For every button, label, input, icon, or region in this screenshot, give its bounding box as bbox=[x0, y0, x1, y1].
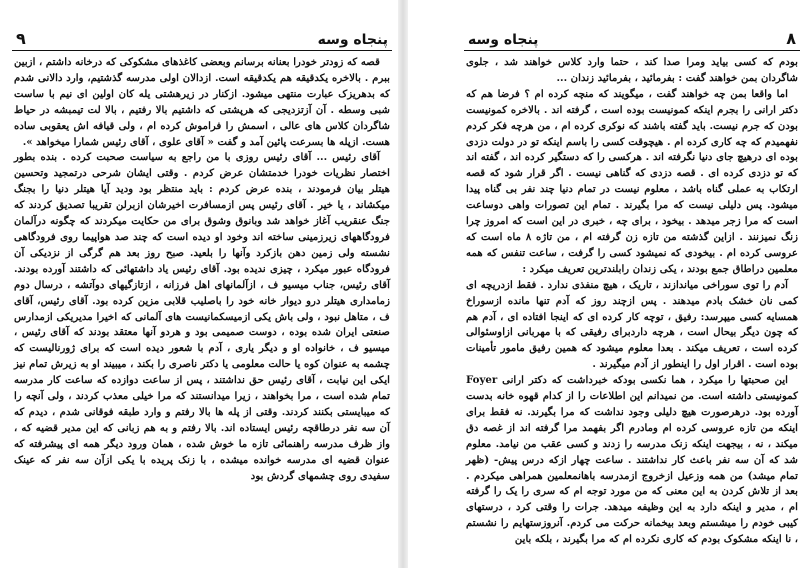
right-page-number: ۸ bbox=[786, 29, 796, 48]
book-gutter bbox=[398, 0, 408, 568]
right-paragraph: این صحبتها را میکرد ، هما نکسی بودکه خبرداشت که دکتر ارانی Foyer کمونیستی داشته است. من نمیدانم این اطلاعات را از کدام قهوه خانه بدست آورده بود. درهرصورت هیچ دلیلی وجود نداشت که مرا بگیرند. نه فقط برای اینکه من تازه عروسی کرده ام ومادرم اگر بفهمد مرا گرفته اند از غصه دق میکند ، نه ، بیجهت اینکه زنک مدرسه را زدند و کسی عقب من نیامد. معلوم شد که آن سه نفر باعث کار نداشتند . ساعت چهار ازکه درس پیش- (ظهر تمام میشد) من همه وزعیل ازخروج ازمدرسه باهانمعلمین همراهی میکردم . بعد از تلاش کردن به این معنی که من مورد توجه ام که سری را یک را گرفته ام ، مدیر و اینکه دارد به این وظیفه میدهد. جرات را وقتی کرد ، درستهای کیبی خودم را میشستم وبعد بیخمانه حرکت می کردم. آنروزستهایم را نشستم ، نا اینکه مشکوک بودم که کاری نکرده ام که مرا بگیرند ، بلکه باین bbox=[466, 374, 798, 546]
right-paragraph: اما واقعا بمن چه خواهند گفت ، میگویند که منچه کرده ام ؟ فرضا هم که دکتر ارانی را بجرم اینکه کمونیست بوده است ، گرفته اند . بالاخره کمونیست بودن که جرم نیست. باید گفته باشند که نوکری کرده ام ، من هرچه فکر کردم نفهمیدم که چه کاری کرده ام . هیچوقت کسی را باسم اینکه تو در دولت دزدی بوده ای درهیچ جای دنیا نگرفته اند . هرکسی را که دستگیر کرده اند ، گفته اند که تو دزدی کرده ای . قصه دزدی که گناهی نیست . اگر قرار شود که قصه ارتکاب به عملی گناه باشد ، معلوم نیست در تمام دنیا چند نفر بی گناه پیدا میشود. پس دلیلی نیست که مرا بگیرند . تمام این تصورات واهی دوساعت است که مرا زجر میدهد . بیخود ، برای چه ، خبری در این است که امروز چرا زنگ نمیزنند . ازاین گذشته من تازه زن گرفته ام ، من تاژه ۸ ماه است که عروسی کرده ام . بیخودی که نمیشود کسی را گرفت ، ساعت تنفس که همه معلمین دراطاق جمع بودند ، یکی زندان رابلندترین تعریف میکرد : bbox=[466, 87, 798, 275]
right-page-body bbox=[464, 51, 800, 548]
left-paragraph: قصه که زودتر خودرا بعنانه برسانم وبعضی کاغذهای مشکوکی که درخانه داشتم ، ازبین ببرم . بالاخره یکدقیقه هم یکدقیقه است. ازدالان اولی مدرسه گذشتیم، وارد دالانی شدم که بدهریزک عبارت منتهی میشود. ازکنار در زیرهشتی یله کان اولین ای نیم با ساست شبی وسطه . آن آزتزدیجی که هرپشتی که داشتیم بالا رفتیم ، بالا لت تیمبشه در حیاط شاگردان کلاس های عالی ، اسمش را فراموش کرده ام ، ولی قیافه اش یعقوبی ساده هست. ازپله ها بسرعت پائین آمد و گفت « آقای علوی ، آقای رئیس شمارا میخواهد ». bbox=[14, 56, 390, 148]
left-page-header bbox=[12, 26, 392, 51]
right-paragraph: آدم را توی سوراخی میاندازند ، تاریک ، هیچ منفذی ندارد . فقط ازدریچه ای کمی نان خشک بادم میدهند . پس ازچند روز که آدم تنها مانده ازسوراخ همسایه کسی میپرسد: رفیق ، توچه کار کرده ای که اینجا افتاده ای ، آدم هم که چون دیگر بیحال است ، هرچه داردبرای رفیقی که با مهربانی ازاوسئوالی کرده است ، تعریف میکند . بعدا معلوم میشود که همین رفیق مامور تأمینات بوده است . اقرار اول را اینطور از آدم میگیرند . bbox=[466, 278, 798, 371]
left-page-body bbox=[12, 51, 392, 484]
right-page bbox=[408, 0, 810, 568]
left-page-number: ۹ bbox=[16, 29, 26, 48]
right-page-header bbox=[464, 26, 800, 51]
left-page bbox=[0, 0, 398, 568]
left-paragraph: آقای رئیس ... آقای رئیس روزی با من راجع به سیاست صحبت کرده . بنده بطور اختصار نظریات خودرا خدمتشان عرض کردم . وقتی ایشان شرحی درتمجید وتحسین هیتلر بیان فرمودند ، بنده عرض کردم : باید منتظر بود ودید آیا هیتلر دنیا را بجنگ میکشاند ، یا خیر . آقای رئیس پس ازمسافرت اخیرشان ازبرلن تقریبا تصدیق کردند که جنگ عنقریب آغاز خواهد شد وبانوق وشوق برای من حکایت میکردند که چگونه درآلمان فرودگاههای زیرزمینی ساخته اند وخود او دیده است که چند صد هواپیما روی فرودگاهی نشسته ولی زمین دهن بازکرد وآنها را بلعید. صبح روز بعد هم گرگی از نزدیکی آن فرودگاه عبور میکرد ، چیزی ندیده بود. آقای رئیس یاد داشتهائی که داشتند آورده بودند. آقای رئیس، جناب میسیو ف ، ازآلمانهای اهل فرزانه ، ازتازگیهای دوآتشه ، درسال دوم زمامداری هیتلر درو دیوار خانه خود را باصلیب قلابی مزین کرده بود. آقای رئیس، آقای ف ، متاهل نبود ، ولی باش یکی ازمیسکمانیست های آلمانی که اخیرا مدیریکی ازمدارس صنعتی ایران شده بوده ، دوست صمیمی بود و هردو آنها معتقد بودند که آقای رئیس ، میسیو ف ، خانواده او و دیگر یاری ، آدم با شعور دیده است که برای ژورنالیست که چشمه به عنوان کوه یا حالت معلومی یا دکتر ناصری را بکند ، میبیند او به زیرش تمام نیز ایکی این نیابت ، آقای رئیس حق نداشتند ، پس از ساعت دوازده که ساعت کار مدرسه تمام شده است ، مرا بخواهند ، زیرا میدانستند که مرا خیلی معذب کردند ، ولی آنچه را که میبایستی بکنند کردند. وقتی از پله ها بالا رفتم و وارد طبقه فوقانی شدم ، دیدم که آن سه نفر درطاقچه رئیس ایستاده اند. بالا رفتم و به هم زبانی که این مدیر قضیه که ، واز ظرف مدرسه راهنمائی تازه ما خوش شده ، همان ورود دیگر همه ای پیشرفته که عنوان قضیه ای مدرسه خوانده میشده ، با زنک پریده با یکی ازآن سه نفر که عینک سفیدی روی چشمهای گردش بود bbox=[14, 151, 390, 482]
right-running-title: پنجاه وسه bbox=[468, 32, 539, 48]
left-running-title: پنجاه وسه bbox=[317, 32, 388, 48]
right-paragraph: بودم که کسی بیاید ومرا صدا کند ، حتما وارد کلاس خواهند شد ، جلوی شاگردان بمن خواهند گفت : بفرمائید ، بفرمائید زندان ... bbox=[466, 56, 798, 84]
